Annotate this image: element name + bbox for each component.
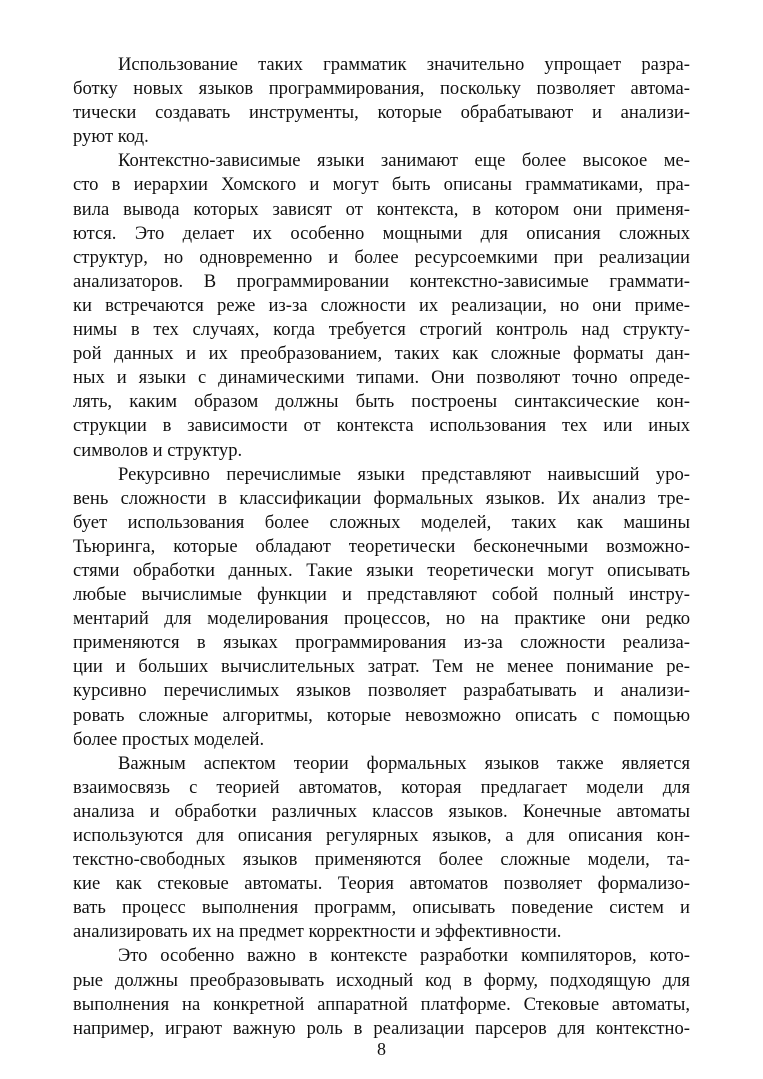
text-line: ментарий для моделирования процессов, но на практике они редко (73, 608, 690, 630)
text-line: бует использования более сложных моделей, таких как машины (73, 511, 690, 533)
text-line: текстно-свободных языков применяются более сложные модели, та- (73, 849, 690, 871)
text-line: анализировать их на предмет корректности и эффективности. (73, 921, 562, 943)
document-page (73, 53, 690, 1041)
text-line: вень сложности в классификации формальных языков. Их анализ тре- (73, 487, 690, 509)
text-line: ки встречаются реже из-за сложности их реализации, но они приме- (73, 294, 690, 316)
text-line: ровать сложные алгоритмы, которые невозможно описать с помощью (73, 704, 690, 726)
paragraph-1 (73, 53, 690, 149)
text-line: лять, каким образом должны быть построены синтаксические кон- (73, 391, 690, 413)
text-line: ных и языки с динамическими типами. Они позволяют точно опреде- (73, 367, 690, 389)
text-line: выполнения на конкретной аппаратной платформе. Стековые автоматы, (73, 993, 690, 1015)
text-line: сто в иерархии Хомского и могут быть описаны грамматиками, пра- (73, 174, 690, 196)
paragraph-2 (73, 149, 690, 462)
text-line: любые вычислимые функции и представляют собой полный инстру- (73, 584, 690, 606)
paragraph-5 (73, 944, 690, 1040)
text-line: тически создавать инструменты, которые обрабатывают и анализи- (73, 102, 690, 124)
text-line: нимы в тех случаях, когда требуется строгий контроль над структу- (73, 319, 690, 341)
text-line: Это особенно важно в контексте разработки компиляторов, кото- (118, 945, 690, 967)
text-line: курсивно перечислимых языков позволяет разрабатывать и анализи- (73, 680, 690, 702)
text-line: используются для описания регулярных языков, а для описания кон- (73, 825, 690, 846)
text-line: структур, но одновременно и более ресурсоемкими при реализации (73, 246, 690, 268)
text-line: руют код. (73, 126, 149, 148)
text-line: рые должны преобразовывать исходный код в форму, подходящую для (73, 969, 690, 991)
text-line: ются. Это делает их особенно мощными для описания сложных (73, 222, 690, 244)
paragraph-3 (73, 463, 690, 752)
text-line: Рекурсивно перечислимые языки представляют наивысший уро- (118, 463, 690, 485)
text-line: анализаторов. В программировании контекстно-зависимые граммати- (73, 270, 690, 292)
page-number: 8 (377, 1039, 386, 1059)
text-line: Использование таких грамматик значительно упрощает разра- (118, 54, 690, 75)
text-line: ции и больших вычислительных затрат. Тем не менее понимание ре- (73, 656, 690, 678)
text-line: кие как стековые автоматы. Теория автоматов позволяет формализо- (73, 873, 690, 895)
text-line: например, играют важную роль в реализации парсеров для контекстно- (73, 1017, 690, 1039)
text-line: более простых моделей. (73, 728, 265, 750)
text-line: Тьюринга, которые обладают теоретически бесконечными возможно- (73, 535, 690, 557)
text-line: рой данных и их преобразованием, таких как сложные форматы дан- (73, 343, 690, 365)
text-line: анализа и обработки различных классов языков. Конечные автоматы (73, 800, 690, 822)
paragraph-4 (73, 752, 690, 945)
text-line: вать процесс выполнения программ, описывать поведение систем и (73, 897, 690, 919)
text-line: вила вывода которых зависят от контекста, в котором они применя- (73, 198, 690, 220)
text-line: символов и структур. (73, 439, 243, 461)
text-line: Контекстно-зависимые языки занимают еще более высокое ме- (118, 150, 690, 172)
text-line: Важным аспектом теории формальных языков также является (118, 752, 690, 774)
text-line: ботку новых языков программирования, поскольку позволяет автома- (73, 78, 690, 100)
text-line: взаимосвязь с теорией автоматов, которая предлагает модели для (73, 776, 690, 798)
text-line: применяются в языках программирования из-за сложности реализа- (73, 632, 690, 654)
text-line: струкции в зависимости от контекста использования тех или иных (73, 415, 690, 437)
text-line: стями обработки данных. Такие языки теоретически могут описывать (73, 559, 690, 581)
